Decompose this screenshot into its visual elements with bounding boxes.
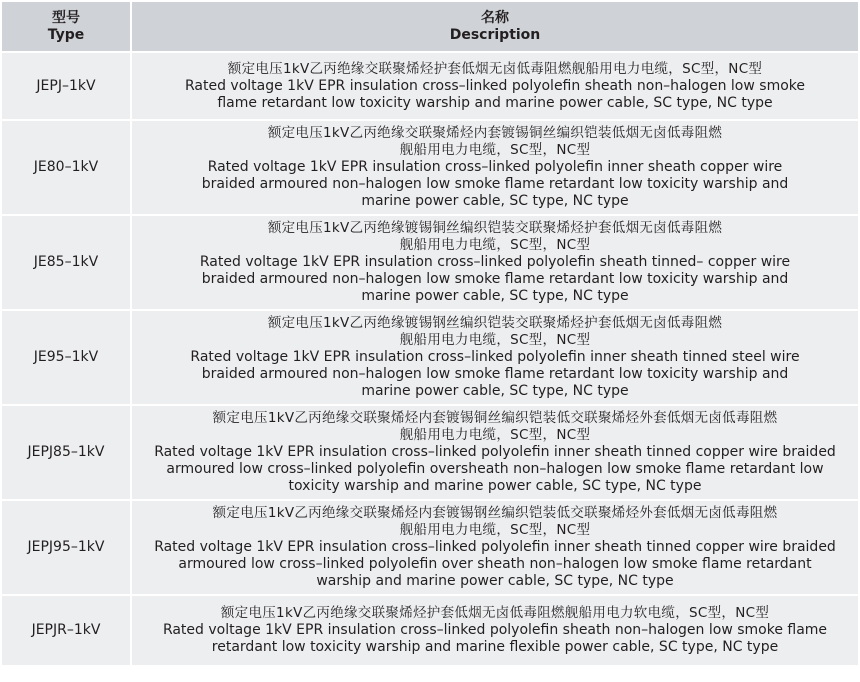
description-line: Rated voltage 1kV EPR insulation cross–linked polyolefin inner sheath tinned steel wire [190,349,800,365]
table-row [2,121,858,214]
type-cell: JE85–1kV [2,216,130,309]
description-line: toxicity warship and marine power cable, SC type, NC type [288,478,702,494]
description-line: 额定电压1kV乙丙绝缘交联聚烯烃护套低烟无卤低毒阻燃舰船用电力电缆，SC型，NC型 [227,60,763,77]
description-cell [132,501,858,594]
description-line: Rated voltage 1kV EPR insulation cross–linked polyolefin sheath tinned– copper wire [199,254,791,270]
table-row [2,216,858,309]
description-cell [132,596,858,665]
table-row [2,501,858,594]
description-cell [132,53,858,119]
description-cell [132,406,858,499]
type-header-en: Type [47,26,85,43]
description-line: marine power cable, SC type, NC type [361,383,629,399]
table-row [2,596,858,665]
type-cell: JEPJR–1kV [2,596,130,665]
description-cell [132,121,858,214]
description-line: marine power cable, SC type, NC type [361,193,629,209]
description-line: armoured low cross–linked polyolefin oversheath non–halogen low smoke flame retardant low [166,461,824,477]
type-cell: JEPJ–1kV [2,53,130,119]
type-cell: JEPJ95–1kV [2,501,130,594]
description-line: braided armoured non–halogen low smoke flame retardant low toxicity warship and [201,271,789,287]
description-line: Rated voltage 1kV EPR insulation cross–linked polyolefin inner sheath tinned copper wire braided [154,444,836,460]
description-line: 额定电压1kV乙丙绝缘交联聚烯烃内套镀锡铜丝编织铠装低烟无卤低毒阻燃 [267,125,723,141]
description-cell [132,311,858,404]
table-row [2,53,858,119]
description-cell [132,216,858,309]
type-header-zh: 型号 [52,9,80,26]
description-line: braided armoured non–halogen low smoke flame retardant low toxicity warship and [201,176,789,192]
type-cell: JE95–1kV [2,311,130,404]
table-header-row [2,2,858,51]
description-line: 额定电压1kV乙丙绝缘交联聚烯烃内套镀锡铜丝编织铠装低交联聚烯烃外套低烟无卤低毒阻燃 [212,410,778,426]
table-row [2,311,858,404]
description-line: 额定电压1kV乙丙绝缘交联聚烯烃内套镀锡钢丝编织铠装低交联聚烯烃外套低烟无卤低毒阻燃 [212,505,778,521]
description-line: 额定电压1kV乙丙绝缘镀锡铜丝编织铠装交联聚烯烃护套低烟无卤低毒阻燃 [267,220,723,236]
description-header-zh: 名称 [481,9,509,26]
description-header-en: Description [449,26,541,43]
type-cell: JEPJ85–1kV [2,406,130,499]
description-line: 舰船用电力电缆，SC型，NC型 [399,142,591,158]
description-line: marine power cable, SC type, NC type [361,288,629,304]
description-line: retardant low toxicity warship and marine flexible power cable, SC type, NC type [211,639,779,655]
description-line: 额定电压1kV乙丙绝缘镀锡钢丝编织铠装交联聚烯烃护套低烟无卤低毒阻燃 [267,315,723,331]
description-line: Rated voltage 1kV EPR insulation cross–linked polyolefin sheath non–halogen low smoke [184,77,805,94]
description-line: 舰船用电力电缆，SC型，NC型 [399,237,591,253]
description-line: warship and marine power cable, SC type, NC type [316,573,674,589]
description-line: Rated voltage 1kV EPR insulation cross–linked polyolefin inner sheath tinned copper wire braided [154,539,836,555]
description-line: 额定电压1kV乙丙绝缘交联聚烯烃护套低烟无卤低毒阻燃舰船用电力软电缆，SC型，NC型 [220,605,770,621]
description-line: Rated voltage 1kV EPR insulation cross–linked polyolefin sheath non–halogen low smoke flame [162,622,828,638]
type-cell: JE80–1kV [2,121,130,214]
description-column-header [132,2,858,51]
description-line: braided armoured non–halogen low smoke flame retardant low toxicity warship and [201,366,789,382]
description-line: 舰船用电力电缆，SC型，NC型 [399,522,591,538]
table-row [2,406,858,499]
description-line: armoured low cross–linked polyolefin over sheath non–halogen low smoke flame retardant [178,556,812,572]
description-line: Rated voltage 1kV EPR insulation cross–linked polyolefin inner sheath copper wire [207,159,783,175]
description-line: 舰船用电力电缆，SC型，NC型 [399,427,591,443]
type-column-header [2,2,130,51]
description-line: 舰船用电力电缆，SC型，NC型 [399,332,591,348]
description-line: flame retardant low toxicity warship and marine power cable, SC type, NC type [217,94,773,111]
